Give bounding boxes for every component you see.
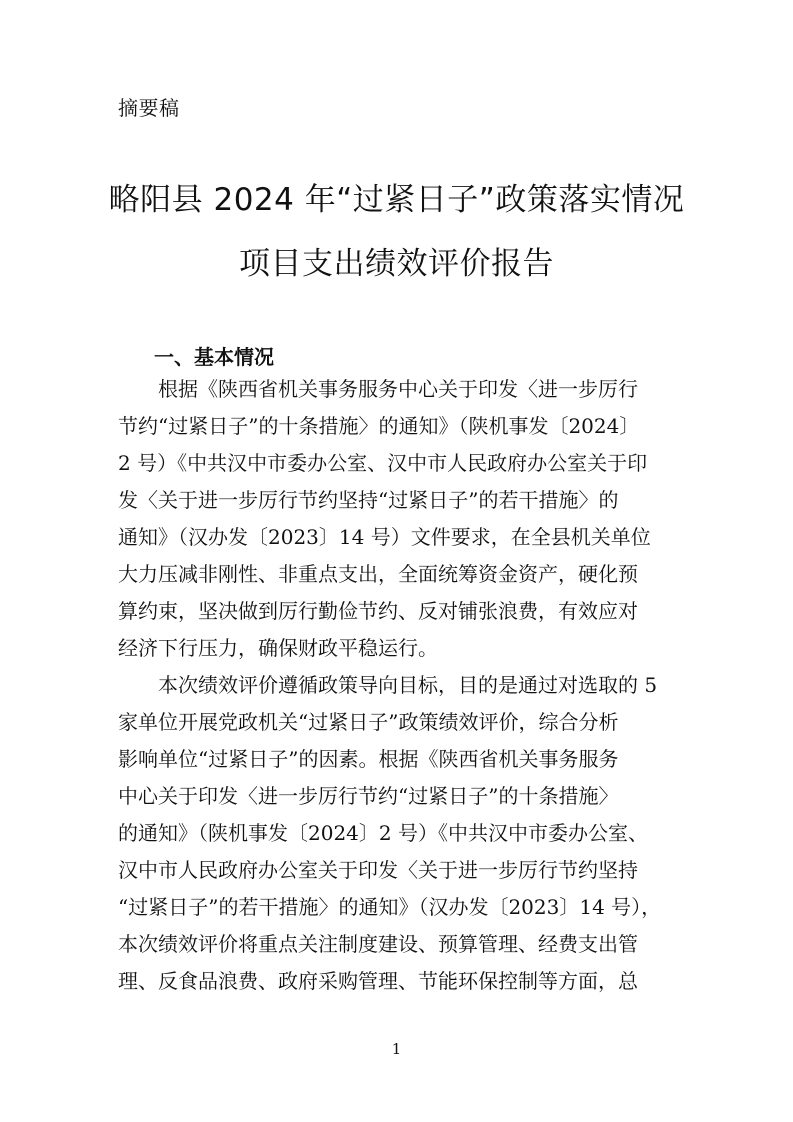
body-line: 影响单位“过紧日子”的因素。根据《陕西省机关事务服务 [118, 747, 619, 771]
body-line: 汉中市人民政府办公室关于印发〈关于进一步厉行节约坚持 [118, 858, 638, 882]
report-title-line-1: 略阳县 2024 年“过紧日子”政策落实情况 [108, 182, 685, 218]
body-line: “过紧日子”的若干措施〉的通知》（汉办发〔2023〕14 号）， [118, 895, 662, 919]
report-title-line-2: 项目支出绩效评价报告 [239, 246, 554, 282]
section-heading: 一、基本情况 [154, 345, 274, 369]
body-line: 算约束，坚决做到厉行勤俭节约、反对铺张浪费，有效应对 [118, 599, 638, 623]
body-line: 本次绩效评价遵循政策导向目标，目的是通过对选取的 5 [118, 673, 658, 697]
body-line: 理、反食品浪费、政府采购管理、节能环保控制等方面，总 [118, 969, 638, 993]
body-line: 家单位开展党政机关“过紧日子”政策绩效评价，综合分析 [118, 710, 619, 734]
body-line: 的通知》（陕机事发〔2024〕2 号）《中共汉中市委办公室、 [118, 821, 648, 845]
body-line: 根据《陕西省机关事务服务中心关于印发〈进一步厉行 [118, 377, 638, 401]
body-line: 通知》（汉办发〔2023〕14 号）文件要求，在全县机关单位 [118, 525, 651, 549]
body-line: 发〈关于进一步厉行节约坚持“过紧日子”的若干措施〉的 [118, 488, 619, 512]
body-line: 大力压减非刚性、非重点支出，全面统筹资金资产，硬化预 [118, 562, 638, 586]
body-line: 2 号）《中共汉中市委办公室、汉中市人民政府办公室关于印 [118, 451, 648, 475]
page-number: 1 [391, 1040, 402, 1058]
draft-label: 摘要稿 [118, 96, 180, 120]
body-line: 经济下行压力，确保财政平稳运行。 [118, 636, 438, 660]
body-line: 中心关于印发〈进一步厉行节约“过紧日子”的十条措施〉 [118, 784, 619, 808]
body-line: 本次绩效评价将重点关注制度建设、预算管理、经费支出管 [118, 932, 638, 956]
body-line: 节约“过紧日子”的十条措施〉的通知》（陕机事发〔2024〕 [118, 414, 640, 438]
